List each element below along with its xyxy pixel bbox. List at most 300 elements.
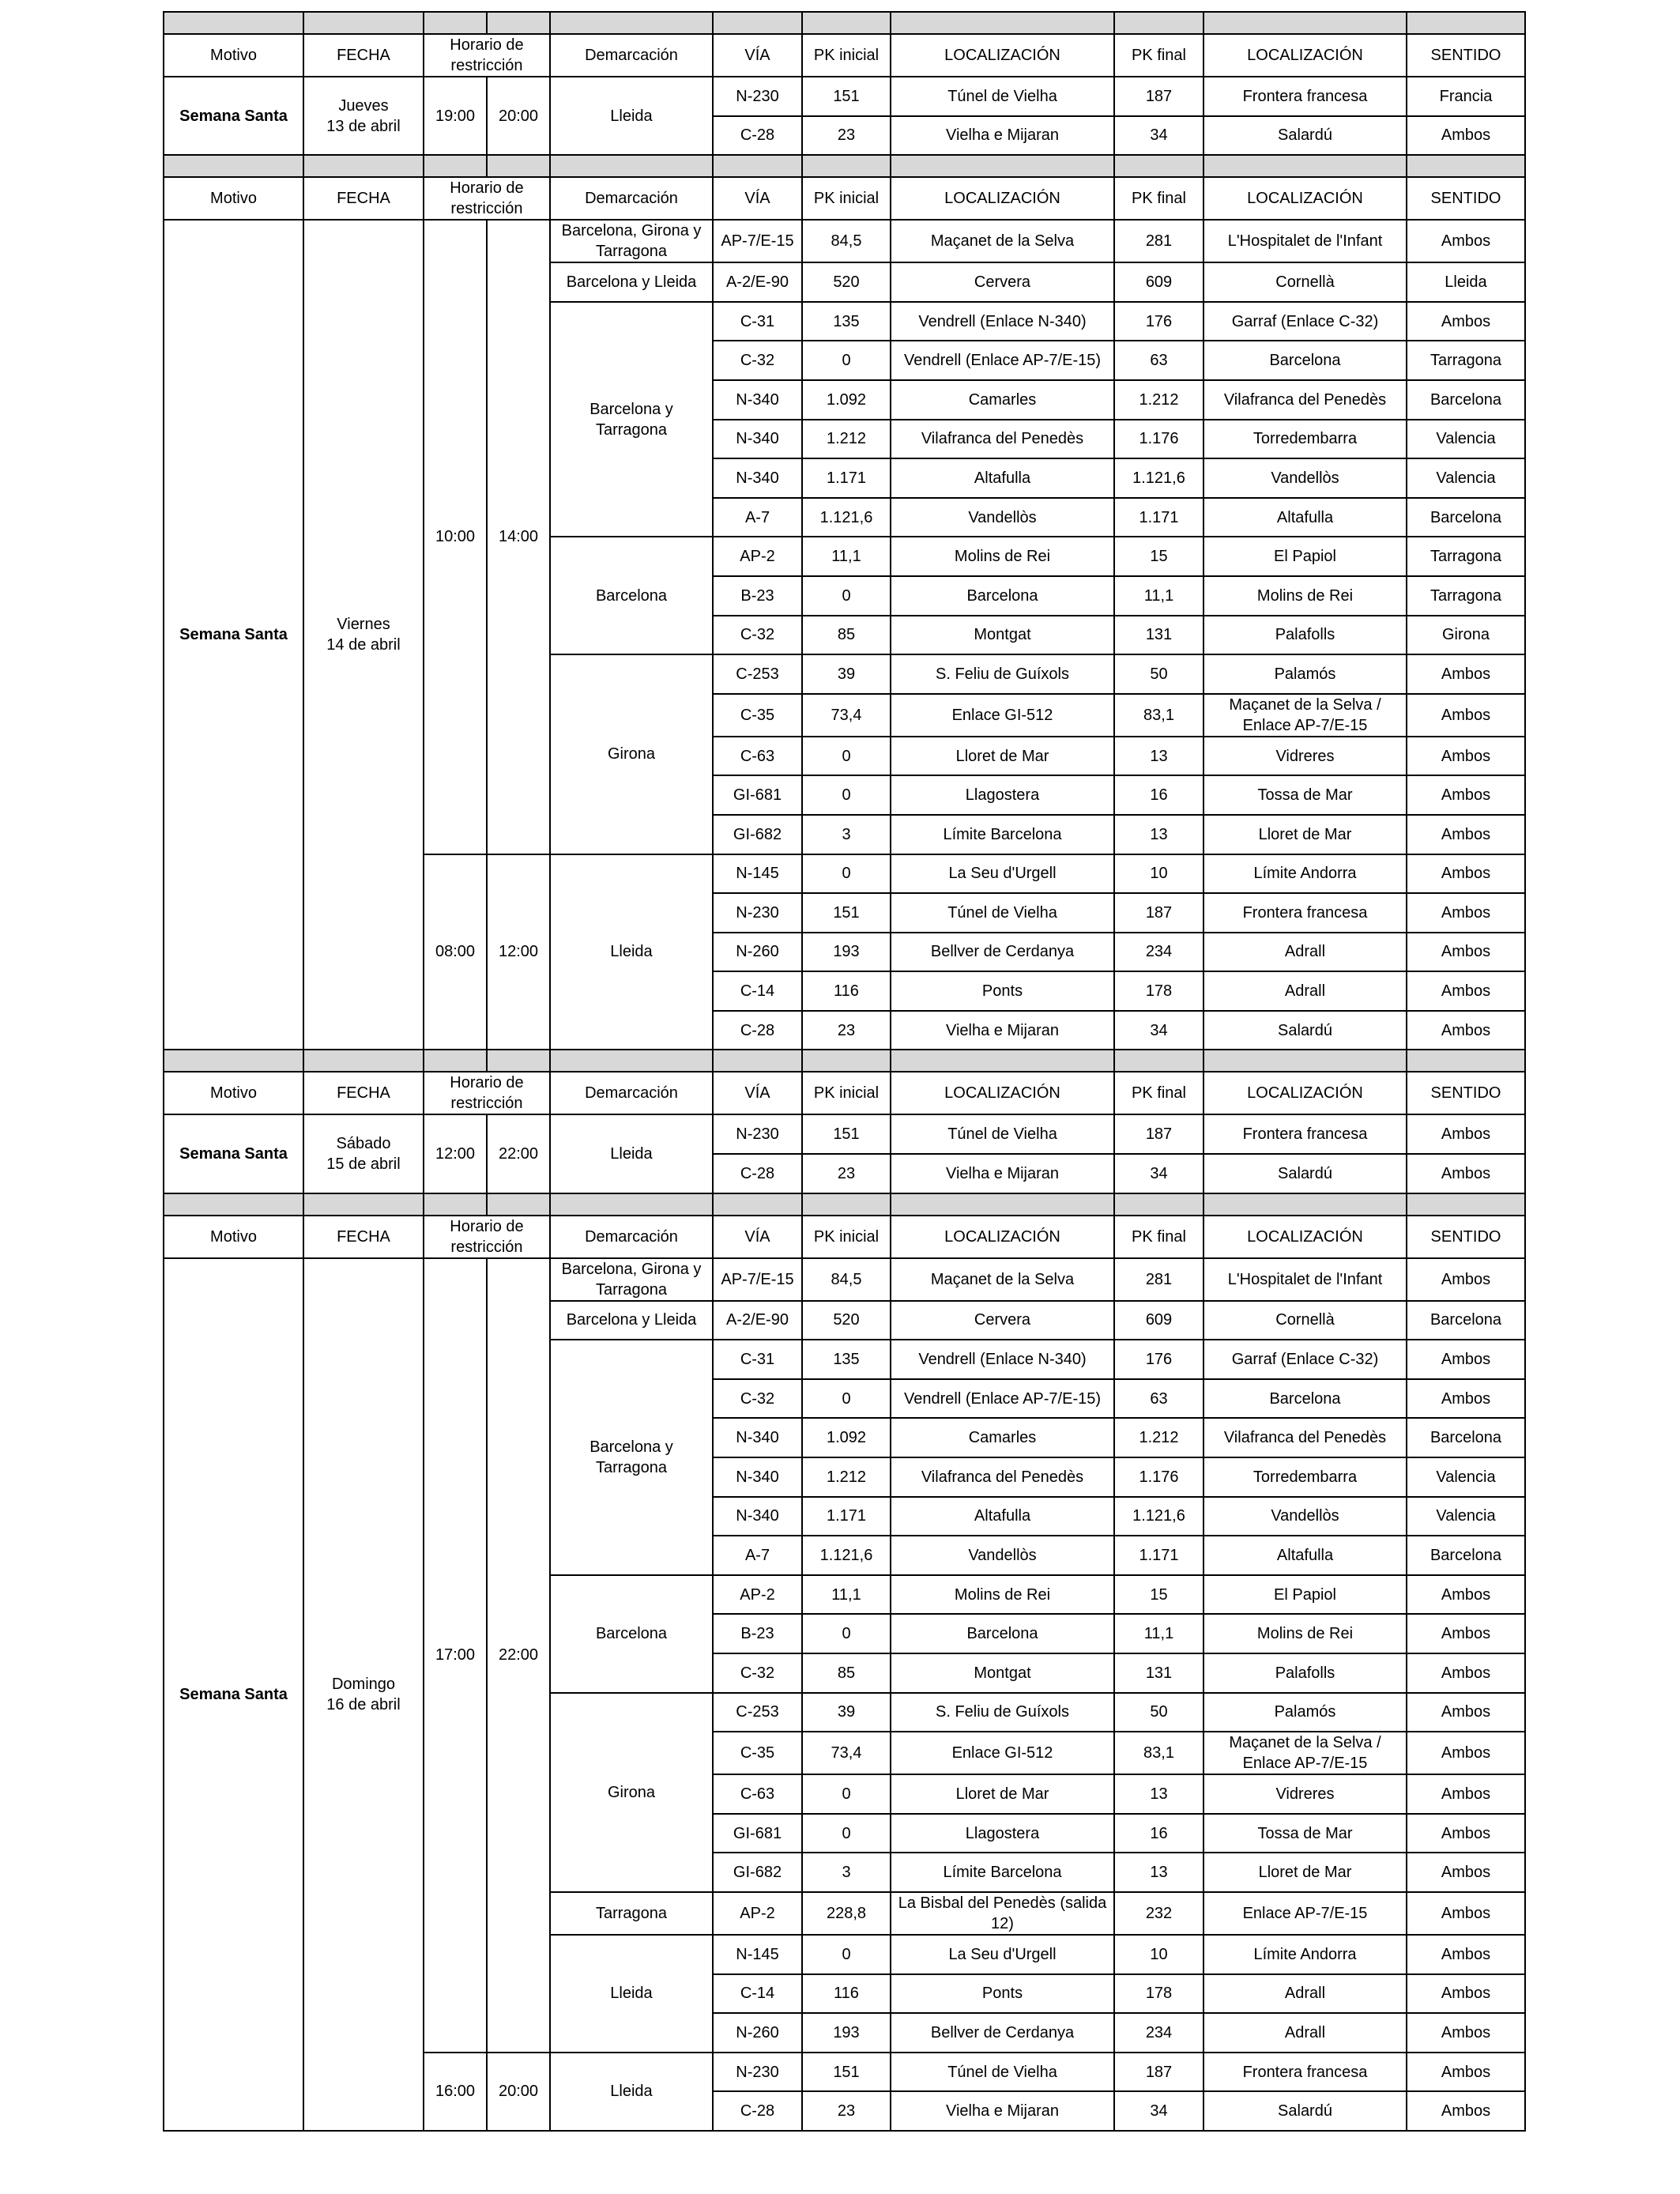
demarcacion-cell: Tarragona: [550, 1892, 713, 1935]
localizacion-final-cell: Salardú: [1203, 1154, 1407, 1193]
localizacion-final-cell: Vidreres: [1203, 737, 1407, 776]
hora-inicio-cell: 17:00: [424, 1258, 487, 2053]
hora-inicio-cell: 10:00: [424, 220, 487, 854]
via-cell: N-230: [713, 893, 802, 933]
localizacion-inicial-cell: Vendrell (Enlace AP-7/E-15): [891, 341, 1114, 380]
pk-inicial-cell: 151: [802, 1114, 891, 1154]
sentido-cell: Ambos: [1407, 220, 1525, 262]
demarcacion-cell: Barcelona y Lleida: [550, 1301, 713, 1340]
localizacion-inicial-cell: Lloret de Mar: [891, 737, 1114, 776]
localizacion-final-cell: Tossa de Mar: [1203, 1814, 1407, 1853]
separator-cell: [164, 155, 303, 177]
pk-final-cell: 281: [1114, 1258, 1203, 1301]
sentido-cell: Ambos: [1407, 1774, 1525, 1814]
localizacion-final-cell: Adrall: [1203, 971, 1407, 1011]
via-cell: N-145: [713, 1935, 802, 1974]
pk-final-cell: 131: [1114, 1653, 1203, 1693]
sentido-cell: Ambos: [1407, 694, 1525, 737]
sentido-cell: Valencia: [1407, 420, 1525, 459]
pk-final-cell: 11,1: [1114, 576, 1203, 616]
header-motivo: Motivo: [164, 1072, 303, 1114]
pk-inicial-cell: 0: [802, 775, 891, 815]
via-cell: C-253: [713, 654, 802, 694]
fecha-cell: [303, 220, 424, 1050]
pk-inicial-cell: 11,1: [802, 1575, 891, 1615]
section-separator: [164, 155, 1525, 177]
via-cell: N-340: [713, 1497, 802, 1536]
localizacion-final-cell: Garraf (Enlace C-32): [1203, 302, 1407, 341]
header-sentido: SENTIDO: [1407, 1216, 1525, 1258]
header-pk-inicial: PK inicial: [802, 1216, 891, 1258]
separator-cell: [802, 12, 891, 34]
separator-cell: [891, 155, 1114, 177]
pk-final-cell: 34: [1114, 1011, 1203, 1050]
via-cell: C-32: [713, 616, 802, 655]
via-cell: C-32: [713, 1653, 802, 1693]
via-cell: C-35: [713, 1732, 802, 1774]
localizacion-inicial-cell: Enlace GI-512: [891, 694, 1114, 737]
localizacion-final-cell: Frontera francesa: [1203, 2053, 1407, 2092]
via-cell: GI-681: [713, 775, 802, 815]
fecha-line: Sábado: [336, 1135, 391, 1153]
pk-final-cell: 34: [1114, 116, 1203, 156]
hora-inicio-cell: 19:00: [424, 77, 487, 155]
pk-inicial-cell: 23: [802, 1154, 891, 1193]
sentido-cell: Barcelona: [1407, 380, 1525, 420]
header-row: [164, 1216, 1525, 1258]
localizacion-final-cell: Altafulla: [1203, 1536, 1407, 1575]
header-sentido: SENTIDO: [1407, 34, 1525, 77]
pk-inicial-cell: 85: [802, 1653, 891, 1693]
localizacion-inicial-cell: Vielha e Mijaran: [891, 1154, 1114, 1193]
localizacion-inicial-cell: Enlace GI-512: [891, 1732, 1114, 1774]
sentido-cell: Ambos: [1407, 2053, 1525, 2092]
sentido-cell: Ambos: [1407, 1732, 1525, 1774]
localizacion-inicial-cell: Camarles: [891, 380, 1114, 420]
pk-inicial-cell: 1.171: [802, 1497, 891, 1536]
demarcacion-cell: Lleida: [550, 1935, 713, 2053]
sentido-cell: Ambos: [1407, 1653, 1525, 1693]
localizacion-final-cell: Límite Andorra: [1203, 854, 1407, 894]
table-row: [164, 220, 1525, 262]
pk-final-cell: 10: [1114, 1935, 1203, 1974]
via-cell: N-260: [713, 933, 802, 972]
restrictions-table: [163, 11, 1526, 2132]
localizacion-final-cell: Salardú: [1203, 2091, 1407, 2131]
sentido-cell: Ambos: [1407, 815, 1525, 854]
via-cell: N-230: [713, 77, 802, 116]
motivo-cell: Semana Santa: [164, 1114, 303, 1193]
sentido-cell: Ambos: [1407, 1379, 1525, 1419]
pk-final-cell: 187: [1114, 893, 1203, 933]
hora-fin-cell: 14:00: [487, 220, 550, 854]
pk-inicial-cell: 1.121,6: [802, 498, 891, 537]
sentido-cell: Ambos: [1407, 1575, 1525, 1615]
localizacion-final-cell: Molins de Rei: [1203, 576, 1407, 616]
sentido-cell: Ambos: [1407, 854, 1525, 894]
localizacion-final-cell: Altafulla: [1203, 498, 1407, 537]
hora-fin-cell: 20:00: [487, 2053, 550, 2131]
localizacion-inicial-cell: S. Feliu de Guíxols: [891, 1693, 1114, 1732]
pk-final-cell: 176: [1114, 1340, 1203, 1379]
sentido-cell: Tarragona: [1407, 537, 1525, 576]
via-cell: N-340: [713, 458, 802, 498]
sentido-cell: Valencia: [1407, 1497, 1525, 1536]
localizacion-inicial-cell: Cervera: [891, 262, 1114, 302]
localizacion-inicial-cell: Límite Barcelona: [891, 1853, 1114, 1892]
via-cell: C-32: [713, 1379, 802, 1419]
via-cell: GI-682: [713, 1853, 802, 1892]
separator-cell: [1114, 1193, 1203, 1216]
pk-final-cell: 1.212: [1114, 380, 1203, 420]
separator-cell: [802, 1193, 891, 1216]
separator-cell: [164, 12, 303, 34]
via-cell: A-2/E-90: [713, 262, 802, 302]
localizacion-inicial-cell: Vendrell (Enlace N-340): [891, 1340, 1114, 1379]
localizacion-final-cell: Palafolls: [1203, 1653, 1407, 1693]
header-localizacion-inicial: LOCALIZACIÓN: [891, 34, 1114, 77]
sentido-cell: Francia: [1407, 77, 1525, 116]
table-row: [164, 77, 1525, 116]
localizacion-final-cell: Palamós: [1203, 654, 1407, 694]
pk-inicial-cell: 193: [802, 2013, 891, 2053]
pk-final-cell: 178: [1114, 971, 1203, 1011]
localizacion-inicial-cell: Maçanet de la Selva: [891, 1258, 1114, 1301]
sentido-cell: Barcelona: [1407, 1418, 1525, 1457]
pk-final-cell: 281: [1114, 220, 1203, 262]
sentido-cell: Ambos: [1407, 893, 1525, 933]
localizacion-inicial-cell: Vandellòs: [891, 498, 1114, 537]
via-cell: N-340: [713, 1418, 802, 1457]
via-cell: C-28: [713, 2091, 802, 2131]
sentido-cell: Girona: [1407, 616, 1525, 655]
localizacion-inicial-cell: La Seu d'Urgell: [891, 1935, 1114, 1974]
localizacion-final-cell: Frontera francesa: [1203, 893, 1407, 933]
demarcacion-cell: Barcelona y Lleida: [550, 262, 713, 302]
pk-final-cell: 1.121,6: [1114, 458, 1203, 498]
header-fecha: FECHA: [303, 34, 424, 77]
header-horario: Horario de restricción: [424, 34, 550, 77]
sentido-cell: Ambos: [1407, 1935, 1525, 1974]
motivo-cell: Semana Santa: [164, 77, 303, 155]
header-demarcacion: Demarcación: [550, 1072, 713, 1114]
separator-cell: [424, 12, 487, 34]
via-cell: A-2/E-90: [713, 1301, 802, 1340]
pk-inicial-cell: 135: [802, 1340, 891, 1379]
separator-cell: [1203, 155, 1407, 177]
via-cell: AP-7/E-15: [713, 220, 802, 262]
header-horario: Horario de restricción: [424, 1072, 550, 1114]
via-cell: C-253: [713, 1693, 802, 1732]
pk-inicial-cell: 23: [802, 1011, 891, 1050]
fecha-line: 16 de abril: [326, 1695, 401, 1713]
localizacion-final-cell: Maçanet de la Selva / Enlace AP-7/E-15: [1203, 694, 1407, 737]
sentido-cell: Ambos: [1407, 1614, 1525, 1653]
sentido-cell: Ambos: [1407, 971, 1525, 1011]
header-pk-final: PK final: [1114, 1072, 1203, 1114]
pk-inicial-cell: 0: [802, 1379, 891, 1419]
header-motivo: Motivo: [164, 1216, 303, 1258]
pk-inicial-cell: 116: [802, 1974, 891, 2014]
localizacion-final-cell: El Papiol: [1203, 1575, 1407, 1615]
pk-final-cell: 187: [1114, 77, 1203, 116]
pk-final-cell: 176: [1114, 302, 1203, 341]
pk-final-cell: 50: [1114, 1693, 1203, 1732]
localizacion-final-cell: Adrall: [1203, 1974, 1407, 2014]
separator-cell: [487, 1193, 550, 1216]
via-cell: AP-2: [713, 1892, 802, 1935]
pk-inicial-cell: 0: [802, 576, 891, 616]
localizacion-inicial-cell: Lloret de Mar: [891, 1774, 1114, 1814]
separator-cell: [424, 1050, 487, 1072]
localizacion-inicial-cell: Maçanet de la Selva: [891, 220, 1114, 262]
header-motivo: Motivo: [164, 177, 303, 220]
localizacion-final-cell: El Papiol: [1203, 537, 1407, 576]
separator-cell: [487, 1050, 550, 1072]
pk-inicial-cell: 73,4: [802, 1732, 891, 1774]
localizacion-final-cell: L'Hospitalet de l'Infant: [1203, 1258, 1407, 1301]
pk-inicial-cell: 193: [802, 933, 891, 972]
localizacion-inicial-cell: Bellver de Cerdanya: [891, 2013, 1114, 2053]
via-cell: C-31: [713, 302, 802, 341]
localizacion-final-cell: Frontera francesa: [1203, 1114, 1407, 1154]
hora-inicio-cell: 12:00: [424, 1114, 487, 1193]
pk-inicial-cell: 1.212: [802, 1457, 891, 1497]
header-sentido: SENTIDO: [1407, 1072, 1525, 1114]
pk-final-cell: 83,1: [1114, 1732, 1203, 1774]
demarcacion-cell: Girona: [550, 1693, 713, 1892]
header-pk-final: PK final: [1114, 1216, 1203, 1258]
header-motivo: Motivo: [164, 34, 303, 77]
separator-cell: [802, 155, 891, 177]
hora-fin-cell: 22:00: [487, 1258, 550, 2053]
pk-final-cell: 63: [1114, 341, 1203, 380]
pk-final-cell: 63: [1114, 1379, 1203, 1419]
header-row: [164, 34, 1525, 77]
localizacion-final-cell: Salardú: [1203, 1011, 1407, 1050]
pk-final-cell: 1.121,6: [1114, 1497, 1203, 1536]
sentido-cell: Ambos: [1407, 1011, 1525, 1050]
via-cell: B-23: [713, 1614, 802, 1653]
sentido-cell: Ambos: [1407, 1114, 1525, 1154]
pk-final-cell: 609: [1114, 262, 1203, 302]
localizacion-inicial-cell: La Seu d'Urgell: [891, 854, 1114, 894]
header-fecha: FECHA: [303, 177, 424, 220]
localizacion-inicial-cell: Cervera: [891, 1301, 1114, 1340]
header-via: VÍA: [713, 1072, 802, 1114]
separator-cell: [424, 1193, 487, 1216]
pk-final-cell: 11,1: [1114, 1614, 1203, 1653]
localizacion-inicial-cell: Vilafranca del Penedès: [891, 420, 1114, 459]
header-pk-inicial: PK inicial: [802, 177, 891, 220]
localizacion-inicial-cell: Vandellòs: [891, 1536, 1114, 1575]
header-demarcacion: Demarcación: [550, 1216, 713, 1258]
demarcacion-cell: Girona: [550, 654, 713, 854]
pk-final-cell: 187: [1114, 2053, 1203, 2092]
header-localizacion-inicial: LOCALIZACIÓN: [891, 1216, 1114, 1258]
localizacion-inicial-cell: Túnel de Vielha: [891, 77, 1114, 116]
pk-inicial-cell: 116: [802, 971, 891, 1011]
header-localizacion-final: LOCALIZACIÓN: [1203, 1072, 1407, 1114]
separator-cell: [303, 12, 424, 34]
sentido-cell: Ambos: [1407, 1693, 1525, 1732]
pk-inicial-cell: 0: [802, 1614, 891, 1653]
localizacion-inicial-cell: Vendrell (Enlace AP-7/E-15): [891, 1379, 1114, 1419]
localizacion-inicial-cell: Vielha e Mijaran: [891, 1011, 1114, 1050]
sentido-cell: Tarragona: [1407, 341, 1525, 380]
localizacion-inicial-cell: Montgat: [891, 616, 1114, 655]
localizacion-inicial-cell: Vielha e Mijaran: [891, 116, 1114, 156]
localizacion-final-cell: Cornellà: [1203, 1301, 1407, 1340]
via-cell: A-7: [713, 1536, 802, 1575]
header-sentido: SENTIDO: [1407, 177, 1525, 220]
separator-cell: [1203, 1050, 1407, 1072]
sentido-cell: Ambos: [1407, 302, 1525, 341]
header-localizacion-final: LOCALIZACIÓN: [1203, 34, 1407, 77]
localizacion-final-cell: Molins de Rei: [1203, 1614, 1407, 1653]
localizacion-final-cell: Adrall: [1203, 933, 1407, 972]
sentido-cell: Ambos: [1407, 2013, 1525, 2053]
header-pk-final: PK final: [1114, 177, 1203, 220]
pk-inicial-cell: 0: [802, 341, 891, 380]
sentido-cell: Barcelona: [1407, 498, 1525, 537]
header-horario: Horario de restricción: [424, 1216, 550, 1258]
demarcacion-cell: Lleida: [550, 77, 713, 155]
pk-final-cell: 178: [1114, 1974, 1203, 2014]
localizacion-inicial-cell: Ponts: [891, 971, 1114, 1011]
sentido-cell: Ambos: [1407, 1258, 1525, 1301]
localizacion-inicial-cell: Llagostera: [891, 1814, 1114, 1853]
localizacion-inicial-cell: Barcelona: [891, 576, 1114, 616]
sentido-cell: Tarragona: [1407, 576, 1525, 616]
localizacion-inicial-cell: Túnel de Vielha: [891, 2053, 1114, 2092]
pk-inicial-cell: 85: [802, 616, 891, 655]
separator-cell: [1407, 155, 1525, 177]
separator-cell: [713, 155, 802, 177]
via-cell: B-23: [713, 576, 802, 616]
header-via: VÍA: [713, 177, 802, 220]
header-via: VÍA: [713, 34, 802, 77]
separator-cell: [1407, 1193, 1525, 1216]
separator-cell: [713, 1193, 802, 1216]
localizacion-final-cell: Vidreres: [1203, 1774, 1407, 1814]
via-cell: AP-2: [713, 1575, 802, 1615]
separator-cell: [891, 1050, 1114, 1072]
sentido-cell: Ambos: [1407, 116, 1525, 156]
demarcacion-cell: Barcelona: [550, 537, 713, 654]
header-demarcacion: Demarcación: [550, 34, 713, 77]
localizacion-inicial-cell: La Bisbal del Penedès (salida 12): [891, 1892, 1114, 1935]
separator-cell: [164, 1050, 303, 1072]
demarcacion-cell: Lleida: [550, 2053, 713, 2131]
localizacion-inicial-cell: Vielha e Mijaran: [891, 2091, 1114, 2131]
table-row: [164, 1114, 1525, 1154]
localizacion-final-cell: Tossa de Mar: [1203, 775, 1407, 815]
via-cell: A-7: [713, 498, 802, 537]
sentido-cell: Ambos: [1407, 1853, 1525, 1892]
pk-inicial-cell: 135: [802, 302, 891, 341]
section-separator: [164, 12, 1525, 34]
pk-final-cell: 13: [1114, 1774, 1203, 1814]
sentido-cell: Ambos: [1407, 1814, 1525, 1853]
pk-final-cell: 16: [1114, 775, 1203, 815]
via-cell: N-340: [713, 420, 802, 459]
pk-final-cell: 609: [1114, 1301, 1203, 1340]
localizacion-final-cell: Límite Andorra: [1203, 1935, 1407, 1974]
sentido-cell: Valencia: [1407, 1457, 1525, 1497]
sentido-cell: Lleida: [1407, 262, 1525, 302]
localizacion-inicial-cell: Molins de Rei: [891, 1575, 1114, 1615]
pk-inicial-cell: 23: [802, 2091, 891, 2131]
pk-final-cell: 83,1: [1114, 694, 1203, 737]
localizacion-inicial-cell: Bellver de Cerdanya: [891, 933, 1114, 972]
separator-cell: [550, 155, 713, 177]
separator-cell: [487, 155, 550, 177]
localizacion-inicial-cell: Montgat: [891, 1653, 1114, 1693]
header-localizacion-inicial: LOCALIZACIÓN: [891, 1072, 1114, 1114]
via-cell: C-63: [713, 737, 802, 776]
via-cell: N-230: [713, 1114, 802, 1154]
localizacion-final-cell: Vilafranca del Penedès: [1203, 1418, 1407, 1457]
section-separator: [164, 1193, 1525, 1216]
via-cell: N-230: [713, 2053, 802, 2092]
separator-cell: [1203, 12, 1407, 34]
localizacion-final-cell: Vandellòs: [1203, 458, 1407, 498]
sentido-cell: Ambos: [1407, 775, 1525, 815]
localizacion-inicial-cell: Altafulla: [891, 458, 1114, 498]
localizacion-final-cell: Vilafranca del Penedès: [1203, 380, 1407, 420]
sentido-cell: Ambos: [1407, 1974, 1525, 2014]
pk-final-cell: 1.176: [1114, 420, 1203, 459]
localizacion-inicial-cell: Ponts: [891, 1974, 1114, 2014]
pk-inicial-cell: 0: [802, 1774, 891, 1814]
localizacion-inicial-cell: Barcelona: [891, 1614, 1114, 1653]
header-fecha: FECHA: [303, 1072, 424, 1114]
demarcacion-cell: Lleida: [550, 1114, 713, 1193]
pk-inicial-cell: 11,1: [802, 537, 891, 576]
localizacion-final-cell: Frontera francesa: [1203, 77, 1407, 116]
localizacion-final-cell: Palafolls: [1203, 616, 1407, 655]
localizacion-final-cell: Enlace AP-7/E-15: [1203, 1892, 1407, 1935]
header-via: VÍA: [713, 1216, 802, 1258]
localizacion-final-cell: Lloret de Mar: [1203, 1853, 1407, 1892]
localizacion-final-cell: Torredembarra: [1203, 420, 1407, 459]
fecha-line: 15 de abril: [326, 1155, 401, 1174]
fecha-line: 13 de abril: [326, 117, 401, 135]
separator-cell: [550, 1193, 713, 1216]
localizacion-final-cell: Vandellòs: [1203, 1497, 1407, 1536]
separator-cell: [303, 1193, 424, 1216]
localizacion-inicial-cell: Vilafranca del Penedès: [891, 1457, 1114, 1497]
hora-fin-cell: 22:00: [487, 1114, 550, 1193]
via-cell: C-14: [713, 971, 802, 1011]
localizacion-final-cell: Garraf (Enlace C-32): [1203, 1340, 1407, 1379]
header-pk-final: PK final: [1114, 34, 1203, 77]
pk-final-cell: 10: [1114, 854, 1203, 894]
pk-inicial-cell: 228,8: [802, 1892, 891, 1935]
pk-inicial-cell: 1.121,6: [802, 1536, 891, 1575]
pk-final-cell: 232: [1114, 1892, 1203, 1935]
via-cell: C-31: [713, 1340, 802, 1379]
localizacion-final-cell: Torredembarra: [1203, 1457, 1407, 1497]
hora-fin-cell: 12:00: [487, 854, 550, 1050]
demarcacion-cell: Lleida: [550, 854, 713, 1050]
pk-inicial-cell: 39: [802, 654, 891, 694]
header-localizacion-final: LOCALIZACIÓN: [1203, 1216, 1407, 1258]
pk-inicial-cell: 0: [802, 854, 891, 894]
localizacion-inicial-cell: Llagostera: [891, 775, 1114, 815]
localizacion-final-cell: Adrall: [1203, 2013, 1407, 2053]
